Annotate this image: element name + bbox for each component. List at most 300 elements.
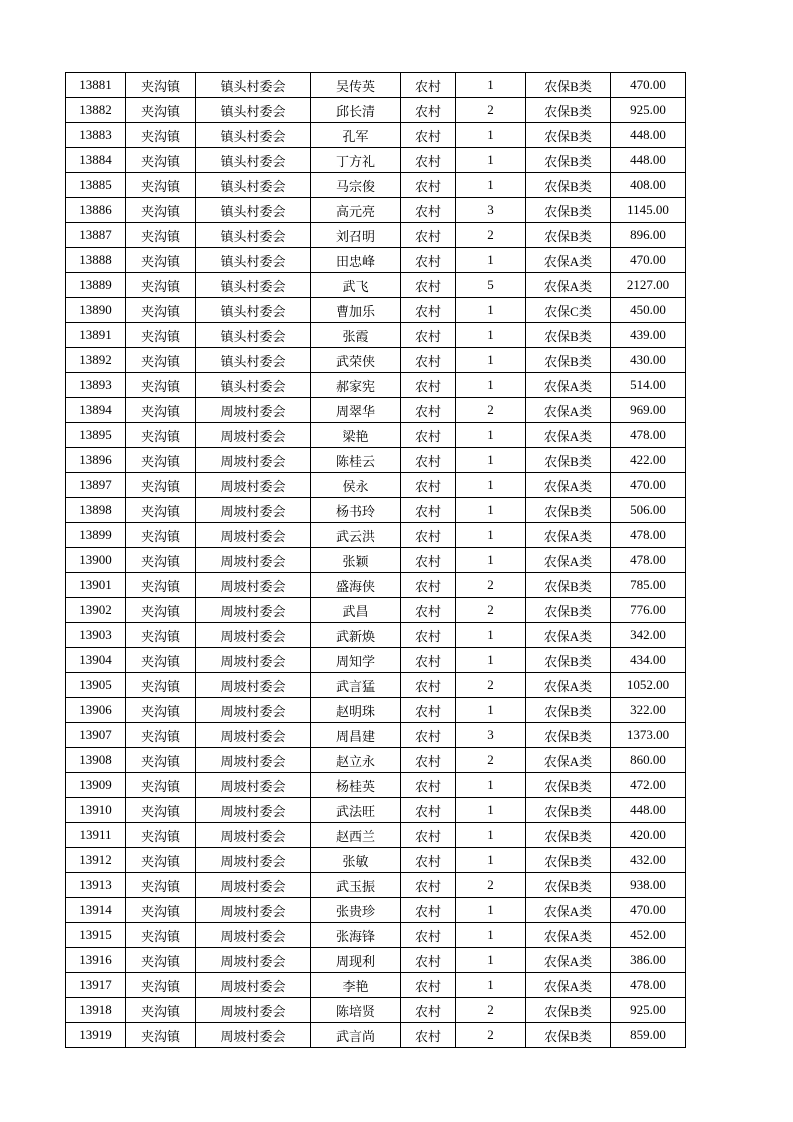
cell-name: 武飞 <box>311 273 401 298</box>
cell-village: 周坡村委会 <box>196 773 311 798</box>
cell-town: 夹沟镇 <box>126 648 196 673</box>
cell-id: 13906 <box>66 698 126 723</box>
cell-category: 农保B类 <box>526 348 611 373</box>
cell-type: 农村 <box>401 648 456 673</box>
cell-id: 13898 <box>66 498 126 523</box>
cell-amount: 859.00 <box>611 1023 686 1048</box>
table-row <box>66 923 686 948</box>
cell-id: 13901 <box>66 573 126 598</box>
cell-amount: 450.00 <box>611 298 686 323</box>
cell-count: 1 <box>456 148 526 173</box>
table-row <box>66 548 686 573</box>
cell-amount: 785.00 <box>611 573 686 598</box>
cell-id: 13913 <box>66 873 126 898</box>
cell-category: 农保B类 <box>526 123 611 148</box>
cell-id: 13895 <box>66 423 126 448</box>
cell-amount: 472.00 <box>611 773 686 798</box>
table-body <box>66 73 686 1048</box>
cell-name: 梁艳 <box>311 423 401 448</box>
cell-type: 农村 <box>401 473 456 498</box>
cell-amount: 432.00 <box>611 848 686 873</box>
table-row <box>66 898 686 923</box>
cell-village: 周坡村委会 <box>196 998 311 1023</box>
cell-count: 1 <box>456 973 526 998</box>
cell-amount: 448.00 <box>611 148 686 173</box>
cell-name: 高元亮 <box>311 198 401 223</box>
cell-town: 夹沟镇 <box>126 1023 196 1048</box>
cell-type: 农村 <box>401 873 456 898</box>
subsidy-table <box>65 72 686 1048</box>
table-row <box>66 998 686 1023</box>
cell-category: 农保B类 <box>526 573 611 598</box>
cell-amount: 1145.00 <box>611 198 686 223</box>
cell-id: 13907 <box>66 723 126 748</box>
cell-amount: 420.00 <box>611 823 686 848</box>
cell-id: 13919 <box>66 1023 126 1048</box>
cell-category: 农保A类 <box>526 373 611 398</box>
table-row <box>66 223 686 248</box>
cell-village: 镇头村委会 <box>196 323 311 348</box>
cell-amount: 896.00 <box>611 223 686 248</box>
cell-town: 夹沟镇 <box>126 423 196 448</box>
cell-category: 农保B类 <box>526 848 611 873</box>
cell-name: 周昌建 <box>311 723 401 748</box>
cell-amount: 408.00 <box>611 173 686 198</box>
cell-town: 夹沟镇 <box>126 273 196 298</box>
cell-type: 农村 <box>401 223 456 248</box>
table-row <box>66 573 686 598</box>
cell-id: 13911 <box>66 823 126 848</box>
cell-name: 张霞 <box>311 323 401 348</box>
cell-id: 13887 <box>66 223 126 248</box>
cell-count: 2 <box>456 223 526 248</box>
cell-amount: 478.00 <box>611 548 686 573</box>
cell-category: 农保B类 <box>526 698 611 723</box>
table-row <box>66 148 686 173</box>
cell-name: 丁方礼 <box>311 148 401 173</box>
cell-type: 农村 <box>401 723 456 748</box>
cell-town: 夹沟镇 <box>126 823 196 848</box>
cell-category: 农保A类 <box>526 673 611 698</box>
cell-type: 农村 <box>401 948 456 973</box>
cell-count: 1 <box>456 698 526 723</box>
cell-id: 13881 <box>66 73 126 98</box>
cell-count: 1 <box>456 348 526 373</box>
table-row <box>66 348 686 373</box>
cell-amount: 470.00 <box>611 73 686 98</box>
cell-type: 农村 <box>401 123 456 148</box>
cell-count: 1 <box>456 73 526 98</box>
cell-category: 农保B类 <box>526 198 611 223</box>
cell-category: 农保A类 <box>526 898 611 923</box>
cell-town: 夹沟镇 <box>126 98 196 123</box>
cell-id: 13896 <box>66 448 126 473</box>
cell-name: 赵明珠 <box>311 698 401 723</box>
cell-town: 夹沟镇 <box>126 123 196 148</box>
cell-id: 13909 <box>66 773 126 798</box>
table-row <box>66 748 686 773</box>
cell-name: 邱长清 <box>311 98 401 123</box>
cell-type: 农村 <box>401 523 456 548</box>
cell-amount: 2127.00 <box>611 273 686 298</box>
cell-village: 周坡村委会 <box>196 498 311 523</box>
cell-id: 13882 <box>66 98 126 123</box>
cell-town: 夹沟镇 <box>126 698 196 723</box>
cell-id: 13900 <box>66 548 126 573</box>
cell-town: 夹沟镇 <box>126 623 196 648</box>
cell-count: 1 <box>456 823 526 848</box>
cell-category: 农保B类 <box>526 498 611 523</box>
cell-town: 夹沟镇 <box>126 723 196 748</box>
cell-town: 夹沟镇 <box>126 323 196 348</box>
cell-name: 陈培贤 <box>311 998 401 1023</box>
cell-name: 赵西兰 <box>311 823 401 848</box>
cell-type: 农村 <box>401 573 456 598</box>
cell-village: 镇头村委会 <box>196 373 311 398</box>
cell-name: 曹加乐 <box>311 298 401 323</box>
cell-type: 农村 <box>401 323 456 348</box>
cell-count: 1 <box>456 123 526 148</box>
cell-count: 1 <box>456 423 526 448</box>
cell-count: 1 <box>456 773 526 798</box>
cell-type: 农村 <box>401 248 456 273</box>
cell-category: 农保B类 <box>526 648 611 673</box>
cell-category: 农保A类 <box>526 398 611 423</box>
cell-amount: 1052.00 <box>611 673 686 698</box>
cell-count: 1 <box>456 173 526 198</box>
cell-village: 镇头村委会 <box>196 298 311 323</box>
cell-amount: 514.00 <box>611 373 686 398</box>
cell-amount: 478.00 <box>611 423 686 448</box>
cell-name: 张海锋 <box>311 923 401 948</box>
cell-count: 1 <box>456 523 526 548</box>
cell-village: 周坡村委会 <box>196 1023 311 1048</box>
cell-name: 武昌 <box>311 598 401 623</box>
cell-category: 农保B类 <box>526 873 611 898</box>
cell-town: 夹沟镇 <box>126 398 196 423</box>
cell-id: 13912 <box>66 848 126 873</box>
cell-count: 1 <box>456 298 526 323</box>
cell-village: 镇头村委会 <box>196 223 311 248</box>
cell-count: 1 <box>456 323 526 348</box>
cell-category: 农保C类 <box>526 298 611 323</box>
cell-category: 农保B类 <box>526 323 611 348</box>
cell-category: 农保A类 <box>526 923 611 948</box>
table-row <box>66 323 686 348</box>
cell-category: 农保A类 <box>526 623 611 648</box>
cell-count: 2 <box>456 1023 526 1048</box>
table-row <box>66 848 686 873</box>
cell-type: 农村 <box>401 623 456 648</box>
cell-id: 13892 <box>66 348 126 373</box>
table-row <box>66 1023 686 1048</box>
table-row <box>66 498 686 523</box>
cell-village: 周坡村委会 <box>196 648 311 673</box>
table-row <box>66 598 686 623</box>
cell-village: 镇头村委会 <box>196 148 311 173</box>
cell-town: 夹沟镇 <box>126 523 196 548</box>
cell-type: 农村 <box>401 848 456 873</box>
cell-category: 农保B类 <box>526 773 611 798</box>
cell-type: 农村 <box>401 548 456 573</box>
cell-type: 农村 <box>401 73 456 98</box>
cell-count: 2 <box>456 598 526 623</box>
cell-town: 夹沟镇 <box>126 373 196 398</box>
cell-village: 镇头村委会 <box>196 98 311 123</box>
cell-town: 夹沟镇 <box>126 898 196 923</box>
cell-name: 武法旺 <box>311 798 401 823</box>
table-row <box>66 198 686 223</box>
cell-town: 夹沟镇 <box>126 573 196 598</box>
cell-count: 1 <box>456 948 526 973</box>
cell-id: 13914 <box>66 898 126 923</box>
cell-amount: 470.00 <box>611 898 686 923</box>
cell-town: 夹沟镇 <box>126 448 196 473</box>
cell-village: 周坡村委会 <box>196 973 311 998</box>
cell-town: 夹沟镇 <box>126 923 196 948</box>
cell-village: 周坡村委会 <box>196 948 311 973</box>
cell-name: 张颖 <box>311 548 401 573</box>
cell-count: 2 <box>456 998 526 1023</box>
cell-type: 农村 <box>401 598 456 623</box>
cell-category: 农保B类 <box>526 148 611 173</box>
cell-id: 13891 <box>66 323 126 348</box>
cell-category: 农保B类 <box>526 723 611 748</box>
cell-category: 农保A类 <box>526 973 611 998</box>
cell-category: 农保B类 <box>526 173 611 198</box>
cell-village: 周坡村委会 <box>196 448 311 473</box>
table-row <box>66 623 686 648</box>
cell-amount: 478.00 <box>611 973 686 998</box>
table-row <box>66 398 686 423</box>
cell-town: 夹沟镇 <box>126 348 196 373</box>
table-row <box>66 248 686 273</box>
cell-town: 夹沟镇 <box>126 173 196 198</box>
cell-category: 农保B类 <box>526 798 611 823</box>
cell-id: 13899 <box>66 523 126 548</box>
cell-amount: 1373.00 <box>611 723 686 748</box>
cell-village: 镇头村委会 <box>196 123 311 148</box>
cell-village: 周坡村委会 <box>196 748 311 773</box>
cell-town: 夹沟镇 <box>126 198 196 223</box>
cell-id: 13915 <box>66 923 126 948</box>
cell-type: 农村 <box>401 798 456 823</box>
cell-village: 镇头村委会 <box>196 248 311 273</box>
cell-type: 农村 <box>401 698 456 723</box>
cell-category: 农保A类 <box>526 748 611 773</box>
cell-amount: 342.00 <box>611 623 686 648</box>
cell-id: 13890 <box>66 298 126 323</box>
cell-type: 农村 <box>401 1023 456 1048</box>
cell-village: 镇头村委会 <box>196 198 311 223</box>
cell-village: 周坡村委会 <box>196 673 311 698</box>
cell-village: 周坡村委会 <box>196 623 311 648</box>
cell-village: 周坡村委会 <box>196 798 311 823</box>
cell-amount: 386.00 <box>611 948 686 973</box>
cell-type: 农村 <box>401 748 456 773</box>
cell-village: 周坡村委会 <box>196 898 311 923</box>
cell-count: 3 <box>456 198 526 223</box>
cell-village: 周坡村委会 <box>196 473 311 498</box>
table-row <box>66 798 686 823</box>
cell-name: 武言猛 <box>311 673 401 698</box>
table-row <box>66 973 686 998</box>
cell-count: 2 <box>456 398 526 423</box>
cell-amount: 470.00 <box>611 248 686 273</box>
cell-town: 夹沟镇 <box>126 748 196 773</box>
cell-id: 13894 <box>66 398 126 423</box>
cell-village: 周坡村委会 <box>196 398 311 423</box>
cell-town: 夹沟镇 <box>126 798 196 823</box>
cell-village: 镇头村委会 <box>196 73 311 98</box>
cell-category: 农保A类 <box>526 248 611 273</box>
cell-town: 夹沟镇 <box>126 473 196 498</box>
cell-category: 农保B类 <box>526 448 611 473</box>
cell-category: 农保B类 <box>526 98 611 123</box>
cell-amount: 448.00 <box>611 123 686 148</box>
cell-category: 农保A类 <box>526 948 611 973</box>
cell-count: 2 <box>456 748 526 773</box>
cell-id: 13889 <box>66 273 126 298</box>
cell-id: 13884 <box>66 148 126 173</box>
cell-type: 农村 <box>401 148 456 173</box>
cell-name: 盛海侠 <box>311 573 401 598</box>
cell-count: 3 <box>456 723 526 748</box>
cell-name: 赵立永 <box>311 748 401 773</box>
cell-name: 杨桂英 <box>311 773 401 798</box>
cell-category: 农保A类 <box>526 423 611 448</box>
cell-type: 农村 <box>401 823 456 848</box>
cell-type: 农村 <box>401 423 456 448</box>
cell-category: 农保A类 <box>526 473 611 498</box>
cell-count: 1 <box>456 648 526 673</box>
cell-village: 周坡村委会 <box>196 723 311 748</box>
cell-village: 镇头村委会 <box>196 173 311 198</box>
cell-id: 13893 <box>66 373 126 398</box>
cell-category: 农保B类 <box>526 598 611 623</box>
table-row <box>66 673 686 698</box>
cell-count: 5 <box>456 273 526 298</box>
cell-id: 13908 <box>66 748 126 773</box>
cell-amount: 422.00 <box>611 448 686 473</box>
cell-amount: 434.00 <box>611 648 686 673</box>
cell-id: 13886 <box>66 198 126 223</box>
cell-village: 周坡村委会 <box>196 873 311 898</box>
table-row <box>66 173 686 198</box>
cell-count: 1 <box>456 373 526 398</box>
cell-village: 周坡村委会 <box>196 573 311 598</box>
cell-id: 13885 <box>66 173 126 198</box>
cell-village: 周坡村委会 <box>196 823 311 848</box>
cell-name: 马宗俊 <box>311 173 401 198</box>
cell-town: 夹沟镇 <box>126 248 196 273</box>
cell-village: 周坡村委会 <box>196 923 311 948</box>
cell-count: 1 <box>456 248 526 273</box>
cell-town: 夹沟镇 <box>126 973 196 998</box>
cell-count: 1 <box>456 923 526 948</box>
cell-village: 周坡村委会 <box>196 698 311 723</box>
cell-name: 田忠峰 <box>311 248 401 273</box>
cell-amount: 776.00 <box>611 598 686 623</box>
cell-type: 农村 <box>401 773 456 798</box>
cell-amount: 448.00 <box>611 798 686 823</box>
cell-village: 周坡村委会 <box>196 848 311 873</box>
cell-town: 夹沟镇 <box>126 598 196 623</box>
cell-id: 13905 <box>66 673 126 698</box>
cell-amount: 969.00 <box>611 398 686 423</box>
cell-id: 13883 <box>66 123 126 148</box>
cell-town: 夹沟镇 <box>126 498 196 523</box>
cell-category: 农保B类 <box>526 223 611 248</box>
cell-type: 农村 <box>401 373 456 398</box>
cell-category: 农保B类 <box>526 823 611 848</box>
cell-count: 2 <box>456 673 526 698</box>
cell-village: 镇头村委会 <box>196 348 311 373</box>
cell-town: 夹沟镇 <box>126 998 196 1023</box>
cell-town: 夹沟镇 <box>126 673 196 698</box>
cell-village: 镇头村委会 <box>196 273 311 298</box>
cell-name: 杨书玲 <box>311 498 401 523</box>
cell-name: 李艳 <box>311 973 401 998</box>
cell-town: 夹沟镇 <box>126 548 196 573</box>
cell-id: 13904 <box>66 648 126 673</box>
table-row <box>66 123 686 148</box>
cell-category: 农保A类 <box>526 523 611 548</box>
cell-type: 农村 <box>401 98 456 123</box>
table-row <box>66 648 686 673</box>
cell-amount: 506.00 <box>611 498 686 523</box>
cell-town: 夹沟镇 <box>126 848 196 873</box>
cell-amount: 470.00 <box>611 473 686 498</box>
cell-type: 农村 <box>401 973 456 998</box>
table-row <box>66 698 686 723</box>
table-row <box>66 948 686 973</box>
cell-village: 周坡村委会 <box>196 423 311 448</box>
table-row <box>66 298 686 323</box>
cell-amount: 925.00 <box>611 998 686 1023</box>
cell-category: 农保A类 <box>526 273 611 298</box>
cell-id: 13897 <box>66 473 126 498</box>
cell-name: 武玉振 <box>311 873 401 898</box>
cell-name: 刘召明 <box>311 223 401 248</box>
cell-id: 13918 <box>66 998 126 1023</box>
cell-name: 侯永 <box>311 473 401 498</box>
cell-category: 农保B类 <box>526 998 611 1023</box>
cell-count: 2 <box>456 573 526 598</box>
cell-id: 13910 <box>66 798 126 823</box>
cell-id: 13888 <box>66 248 126 273</box>
cell-name: 周知学 <box>311 648 401 673</box>
table-row <box>66 423 686 448</box>
cell-name: 武言尚 <box>311 1023 401 1048</box>
cell-count: 1 <box>456 848 526 873</box>
cell-town: 夹沟镇 <box>126 73 196 98</box>
cell-count: 1 <box>456 473 526 498</box>
cell-name: 张贵珍 <box>311 898 401 923</box>
cell-amount: 860.00 <box>611 748 686 773</box>
cell-town: 夹沟镇 <box>126 148 196 173</box>
cell-type: 农村 <box>401 298 456 323</box>
cell-type: 农村 <box>401 448 456 473</box>
cell-amount: 430.00 <box>611 348 686 373</box>
cell-amount: 938.00 <box>611 873 686 898</box>
cell-type: 农村 <box>401 398 456 423</box>
cell-village: 周坡村委会 <box>196 523 311 548</box>
cell-id: 13903 <box>66 623 126 648</box>
cell-name: 武新焕 <box>311 623 401 648</box>
cell-type: 农村 <box>401 923 456 948</box>
cell-name: 张敏 <box>311 848 401 873</box>
